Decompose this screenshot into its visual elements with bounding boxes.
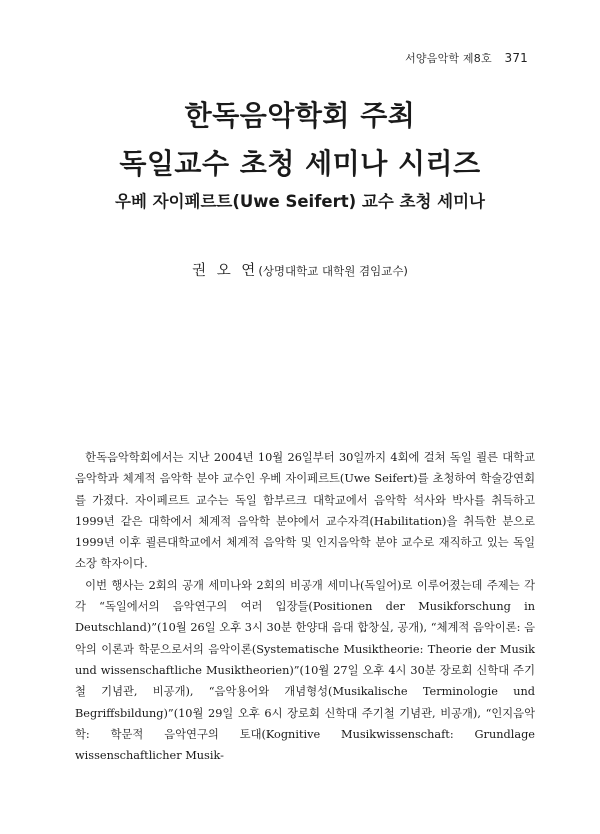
body-paragraph-2: 이번 행사는 2회의 공개 세미나와 2회의 비공개 세미나(독일어)로 이루어졌는데 주제는 각각 “독일에서의 음악연구의 여러 입장들(Positionen der Musikforschung in Deutschland)”(10월 26일 오후 3시 30분 한양대 음대 합창실, 공개), “체계적 음악이론: 음악의 이론과 학문으로서의 음악이론(Systematische Musiktheorie: Theorie der Musik und wissenschaftliche Musiktheorien)”(10월 27일 오후 4시 30분 장로회 신학대 주기철 기념관, 비공개), “음악용어와 개념형성(Musikalische Terminologie und Begriffsbildung)”(10월 29일 오후 6시 장로회 신학대 주기철 기념관, 비공개), “인지음악학: 학문적 음악연구의 토대(Kognitive Musikwissenschaft: Grundlage wissenschaftlicher Musik-: [75, 578, 535, 763]
subtitle: 우베 자이페르트(Uwe Seifert) 교수 초청 세미나: [115, 192, 485, 211]
article-body: [75, 447, 535, 766]
title-block: [0, 92, 600, 214]
title-line-2: 독일교수 초청 세미나 시리즈: [119, 147, 481, 180]
author-name: 권 오 연: [192, 263, 259, 279]
title-line-1: 한독음악학회 주최: [184, 99, 416, 132]
body-paragraph-1: 한독음악학회에서는 지난 2004년 10월 26일부터 30일까지 4회에 걸쳐 독일 쾰른 대학교 음악학과 체계적 음악학 분야 교수인 우베 자이페르트(Uwe Seifert)를 초청하여 학술강연회를 가졌다. 자이페르트 교수는 독일 함부르크 대학교에서 음악학 석사와 박사를 취득하고 1999년 같은 대학에서 체계적 음악학 분야에서 교수자격(Habilitation)을 취득한 분으로 1999년 이후 쾰른대학교에서 체계적 음악학 및 인지음악학 분야 교수로 재직하고 있는 독일 소장 학자이다.: [75, 451, 535, 571]
journal-name: 서양음악학 제8호: [405, 52, 492, 65]
running-header: [405, 50, 528, 66]
author-line: [0, 259, 600, 280]
page-number: 371: [504, 51, 528, 65]
author-affiliation: (상명대학교 대학원 겸임교수): [258, 264, 408, 278]
